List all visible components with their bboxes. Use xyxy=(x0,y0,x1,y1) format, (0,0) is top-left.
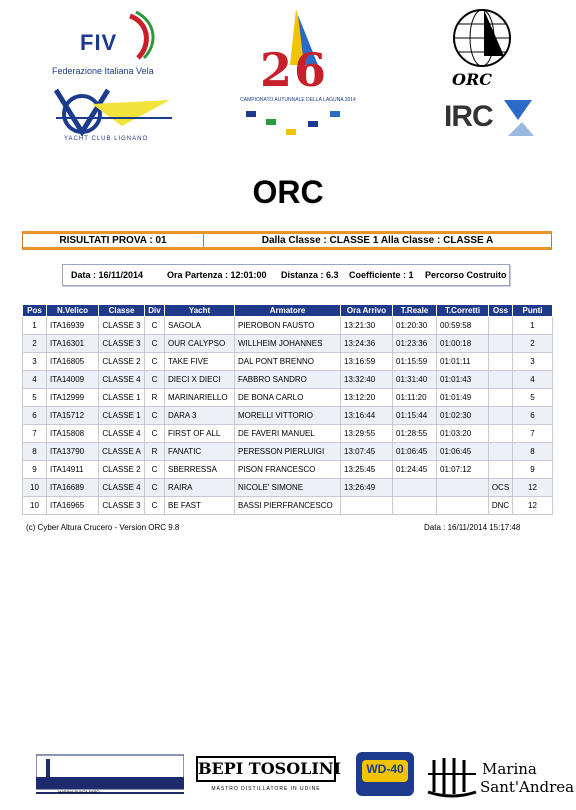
table-row xyxy=(23,407,553,425)
table-row xyxy=(23,389,553,407)
yacht-club-logo xyxy=(52,88,182,150)
cell-pos: 7 xyxy=(23,425,47,443)
cell-points: 4 xyxy=(513,371,553,389)
cell-arrival-time: 13:24:36 xyxy=(341,335,393,353)
cell-owner: PERESSON PIERLUIGI xyxy=(235,443,341,461)
cell-sail-number: ITA13790 xyxy=(47,443,99,461)
table-header-row xyxy=(23,305,553,317)
column-header-notes: Oss xyxy=(489,305,513,317)
cell-owner: DAL PONT BRENNO xyxy=(235,353,341,371)
cell-sail-number: ITA16689 xyxy=(47,479,99,497)
cell-corrected-time: 00:59:58 xyxy=(437,317,489,335)
cell-division: C xyxy=(145,407,165,425)
cell-points: 7 xyxy=(513,425,553,443)
cell-sail-number: ITA12999 xyxy=(47,389,99,407)
cell-real-time: 01:15:59 xyxy=(393,353,437,371)
cell-sail-number: ITA16301 xyxy=(47,335,99,353)
cell-points: 8 xyxy=(513,443,553,461)
cell-owner: NICOLE' SIMONE xyxy=(235,479,341,497)
cell-arrival-time: 13:16:44 xyxy=(341,407,393,425)
cell-sail-number: ITA14911 xyxy=(47,461,99,479)
cell-class: CLASSE 3 xyxy=(99,497,145,515)
cell-division: C xyxy=(145,335,165,353)
column-header-owner: Armatore xyxy=(235,305,341,317)
cell-real-time: 01:31:40 xyxy=(393,371,437,389)
cell-division: R xyxy=(145,389,165,407)
prova-label: RISULTATI PROVA : 01 xyxy=(23,234,204,247)
campionato-number: 26 xyxy=(260,43,329,97)
cell-yacht: SAGOLA xyxy=(165,317,235,335)
cell-owner: DE BONA CARLO xyxy=(235,389,341,407)
footer-software: (c) Cyber Altura Crucero - Version ORC 9.8 xyxy=(26,523,180,532)
cell-corrected-time: 01:07:12 xyxy=(437,461,489,479)
cell-class: CLASSE 3 xyxy=(99,317,145,335)
cell-class: CLASSE 4 xyxy=(99,425,145,443)
cell-pos: 10 xyxy=(23,479,47,497)
column-header-yacht: Yacht xyxy=(165,305,235,317)
cell-class: CLASSE 2 xyxy=(99,353,145,371)
cell-sail-number: ITA15808 xyxy=(47,425,99,443)
cell-notes: OCS xyxy=(489,479,513,497)
cell-arrival-time: 13:25:45 xyxy=(341,461,393,479)
cell-owner: DE FAVERI MANUEL xyxy=(235,425,341,443)
cell-owner: FABBRO SANDRO xyxy=(235,371,341,389)
cell-notes xyxy=(489,443,513,461)
cell-notes xyxy=(489,407,513,425)
cell-notes xyxy=(489,461,513,479)
sponsor-2-main: BEPI TOSOLINI xyxy=(196,756,336,782)
cell-yacht: DIECI X DIECI xyxy=(165,371,235,389)
column-header-division: Div xyxy=(145,305,165,317)
cell-owner: PIEROBON FAUSTO xyxy=(235,317,341,335)
cell-notes xyxy=(489,353,513,371)
cell-class: CLASSE A xyxy=(99,443,145,461)
table-row xyxy=(23,371,553,389)
cell-arrival-time: 13:16:59 xyxy=(341,353,393,371)
page-title: ORC xyxy=(252,174,324,210)
sponsor-wd40 xyxy=(354,750,416,798)
cell-yacht: BE FAST xyxy=(165,497,235,515)
cell-corrected-time: 01:02:30 xyxy=(437,407,489,425)
orc-logo xyxy=(444,6,524,90)
fiv-logo-text: FIV xyxy=(80,30,118,55)
cell-class: CLASSE 4 xyxy=(99,371,145,389)
table-row xyxy=(23,461,553,479)
fiv-logo xyxy=(52,8,182,78)
cell-pos: 5 xyxy=(23,389,47,407)
cell-corrected-time: 01:01:11 xyxy=(437,353,489,371)
cell-owner: PISON FRANCESCO xyxy=(235,461,341,479)
table-row xyxy=(23,353,553,371)
cell-notes xyxy=(489,335,513,353)
cell-corrected-time: 01:06:45 xyxy=(437,443,489,461)
cell-owner: BASSI PIERFRANCESCO xyxy=(235,497,341,515)
cell-real-time: 01:20:30 xyxy=(393,317,437,335)
cell-class: CLASSE 2 xyxy=(99,461,145,479)
cell-notes: DNC xyxy=(489,497,513,515)
cell-points: 12 xyxy=(513,479,553,497)
cell-points: 9 xyxy=(513,461,553,479)
table-row xyxy=(23,317,553,335)
sponsor-4-line1: Marina xyxy=(482,760,537,778)
cell-yacht: OUR CALYPSO xyxy=(165,335,235,353)
column-header-sail-number: N.Velico xyxy=(47,305,99,317)
cell-yacht: MARINARIELLO xyxy=(165,389,235,407)
cell-arrival-time: 13:21:30 xyxy=(341,317,393,335)
cell-owner: MORELLI VITTORIO xyxy=(235,407,341,425)
sponsor-bepi-tosolini xyxy=(196,756,340,798)
cell-notes xyxy=(489,371,513,389)
cell-yacht: RAIRA xyxy=(165,479,235,497)
cell-pos: 2 xyxy=(23,335,47,353)
cell-yacht: FANATIC xyxy=(165,443,235,461)
cell-notes xyxy=(489,389,513,407)
cell-arrival-time: 13:26:49 xyxy=(341,479,393,497)
classi-label: Dalla Classe : CLASSE 1 Alla Classe : CLASSE A xyxy=(261,235,494,246)
campionato-subtitle: CAMPIONATO AUTUNNALE DELLA LAGUNA 2014 xyxy=(240,97,356,103)
start-time: Ora Partenza : 12:01:00 xyxy=(167,270,267,280)
table-row xyxy=(23,425,553,443)
cell-class: CLASSE 1 xyxy=(99,407,145,425)
column-header-corrected-time: T.Corretti xyxy=(437,305,489,317)
column-header-pos: Pos xyxy=(23,305,47,317)
cell-arrival-time: 13:32:40 xyxy=(341,371,393,389)
cell-division: R xyxy=(145,443,165,461)
distance: Distanza : 6.3 xyxy=(281,270,339,280)
results-table xyxy=(22,304,553,515)
table-row xyxy=(23,479,553,497)
cell-pos: 3 xyxy=(23,353,47,371)
sponsor-marina-santandrea xyxy=(424,750,575,802)
cell-real-time: 01:24:45 xyxy=(393,461,437,479)
cell-real-time: 01:11:20 xyxy=(393,389,437,407)
cell-real-time: 01:28:55 xyxy=(393,425,437,443)
sponsor-1-label: MARINA PUNTA FARO xyxy=(58,789,100,794)
cell-division: C xyxy=(145,497,165,515)
sponsor-2-sub: MASTRO DISTILLATORE IN UDINE xyxy=(211,786,321,792)
result-bar xyxy=(22,231,552,250)
cell-arrival-time: 13:07:45 xyxy=(341,443,393,461)
cell-corrected-time xyxy=(437,497,489,515)
cell-pos: 8 xyxy=(23,443,47,461)
column-header-real-time: T.Reale xyxy=(393,305,437,317)
column-header-points: Punti xyxy=(513,305,553,317)
column-header-arrival-time: Ora Arrivo xyxy=(341,305,393,317)
cell-class: CLASSE 1 xyxy=(99,389,145,407)
cell-real-time: 01:06:45 xyxy=(393,443,437,461)
course-type: Percorso Costruito xyxy=(425,270,507,280)
cell-sail-number: ITA14009 xyxy=(47,371,99,389)
cell-division: C xyxy=(145,353,165,371)
sponsor-marina-punta-faro xyxy=(36,753,184,799)
cell-notes xyxy=(489,317,513,335)
cell-pos: 6 xyxy=(23,407,47,425)
cell-points: 5 xyxy=(513,389,553,407)
cell-real-time: 01:15:44 xyxy=(393,407,437,425)
campionato-logo xyxy=(238,5,358,145)
cell-pos: 4 xyxy=(23,371,47,389)
cell-pos: 10 xyxy=(23,497,47,515)
cell-division: C xyxy=(145,425,165,443)
column-header-class: Classe xyxy=(99,305,145,317)
cell-arrival-time xyxy=(341,497,393,515)
cell-yacht: TAKE FIVE xyxy=(165,353,235,371)
cell-points: 12 xyxy=(513,497,553,515)
cell-corrected-time: 01:00:18 xyxy=(437,335,489,353)
cell-points: 1 xyxy=(513,317,553,335)
coefficient: Coefficiente : 1 xyxy=(349,270,414,280)
cell-real-time xyxy=(393,479,437,497)
cell-pos: 1 xyxy=(23,317,47,335)
cell-division: C xyxy=(145,317,165,335)
cell-division: C xyxy=(145,479,165,497)
yacht-club-label: YACHT CLUB LIGNANO xyxy=(64,136,149,142)
cell-division: C xyxy=(145,461,165,479)
table-row xyxy=(23,443,553,461)
irc-logo xyxy=(444,96,534,140)
cell-class: CLASSE 3 xyxy=(99,335,145,353)
fiv-subtitle: Federazione Italiana Vela xyxy=(52,66,154,76)
irc-logo-text: IRC xyxy=(444,100,493,133)
footer-date: Data : 16/11/2014 15:17:48 xyxy=(424,523,521,532)
cell-points: 3 xyxy=(513,353,553,371)
table-row xyxy=(23,497,553,515)
cell-pos: 9 xyxy=(23,461,47,479)
cell-corrected-time: 01:01:49 xyxy=(437,389,489,407)
cell-arrival-time: 13:12:20 xyxy=(341,389,393,407)
cell-points: 6 xyxy=(513,407,553,425)
cell-yacht: FIRST OF ALL xyxy=(165,425,235,443)
cell-notes xyxy=(489,425,513,443)
table-row xyxy=(23,335,553,353)
cell-division: C xyxy=(145,371,165,389)
cell-corrected-time: 01:03:20 xyxy=(437,425,489,443)
cell-sail-number: ITA16965 xyxy=(47,497,99,515)
cell-real-time: 01:23:36 xyxy=(393,335,437,353)
cell-points: 2 xyxy=(513,335,553,353)
sponsor-3-label: WD-40 xyxy=(366,762,404,776)
race-date: Data : 16/11/2014 xyxy=(71,270,144,280)
cell-yacht: SBERRESSA xyxy=(165,461,235,479)
cell-arrival-time: 13:29:55 xyxy=(341,425,393,443)
cell-yacht: DARA 3 xyxy=(165,407,235,425)
cell-class: CLASSE 4 xyxy=(99,479,145,497)
cell-sail-number: ITA16939 xyxy=(47,317,99,335)
cell-corrected-time xyxy=(437,479,489,497)
cell-owner: WILLHEIM JOHANNES xyxy=(235,335,341,353)
orc-logo-text: ORC xyxy=(452,70,492,89)
cell-sail-number: ITA15712 xyxy=(47,407,99,425)
cell-sail-number: ITA16805 xyxy=(47,353,99,371)
cell-corrected-time: 01:01:43 xyxy=(437,371,489,389)
sponsor-4-line2: Sant'Andrea xyxy=(480,778,575,796)
cell-real-time xyxy=(393,497,437,515)
race-info-bar xyxy=(62,264,510,286)
